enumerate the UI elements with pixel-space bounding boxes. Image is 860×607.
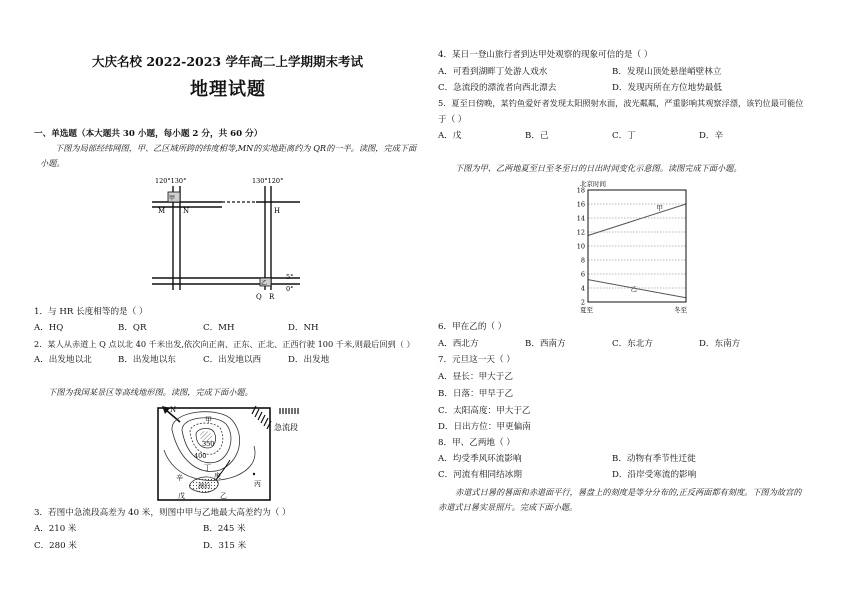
x-end-label: 冬至 bbox=[674, 306, 687, 314]
q7-option-a[interactable]: A．昼长：甲大于乙 bbox=[438, 372, 513, 382]
wu-label: 戊 bbox=[178, 492, 185, 500]
series-label-yi: 乙 bbox=[630, 285, 638, 294]
bing-label: 丙 bbox=[254, 480, 261, 488]
sunrise-chart bbox=[570, 178, 700, 318]
lon-right-label: 130°120° bbox=[252, 177, 284, 185]
intro-grid-line1: 下图为局部经纬网图，甲、乙区域所跨的纬度相等,MN的实地距离约为 QR的一半。读图，完成下面 bbox=[55, 143, 417, 153]
q2-option-d[interactable]: D．出发地 bbox=[288, 355, 330, 365]
y-tick-label: 18 bbox=[576, 186, 585, 195]
contour-400-label: 400 bbox=[194, 452, 207, 460]
y-tick-label: 2 bbox=[580, 298, 585, 307]
contour-350-label: 350 bbox=[202, 440, 215, 448]
intro-grid-line2: 小题。 bbox=[40, 158, 65, 168]
y-tick-label: 12 bbox=[576, 228, 585, 237]
q5-stem-line2: 于（ ） bbox=[438, 115, 467, 125]
series-line-jia bbox=[588, 204, 686, 236]
q5-option-d[interactable]: D．辛 bbox=[699, 131, 724, 141]
xin-label: 辛 bbox=[176, 474, 183, 482]
point-m-label: M bbox=[158, 207, 166, 215]
q1-stem: 1．与 HR 长度相等的是（ ） bbox=[34, 307, 148, 317]
intro-chart: 下图为甲、乙两地夏至日至冬至日的日出时间变化示意图。读图完成下面小题。 bbox=[455, 163, 742, 173]
q3-stem: 3．若图中急流段高差为 40 米，则图中甲与乙地最大高差约为（ ） bbox=[34, 508, 291, 518]
q5-stem-line1: 5．夏至日傍晚，某钓鱼爱好者发现太阳照射水面，波光粼粼，严重影响其观察浮漂，该钓位最可能位 bbox=[438, 98, 804, 108]
q1-option-b[interactable]: B．QR bbox=[118, 323, 147, 333]
x-start-label: 夏至 bbox=[580, 306, 593, 314]
y-tick-label: 16 bbox=[576, 200, 585, 209]
y-tick-label: 6 bbox=[580, 270, 585, 279]
lake-label: 湖泊 bbox=[198, 483, 211, 490]
q8-option-b[interactable]: B．动物有季节性迁徙 bbox=[612, 454, 696, 464]
q7-option-b[interactable]: B．日落：甲早于乙 bbox=[438, 389, 514, 399]
q1-option-a[interactable]: A．HQ bbox=[34, 323, 64, 333]
q3-option-a[interactable]: A．210 米 bbox=[34, 524, 77, 534]
jia-label: 甲 bbox=[169, 195, 176, 202]
q6-stem: 6．甲在乙的（ ） bbox=[438, 322, 507, 332]
q6-option-b[interactable]: B．西南方 bbox=[525, 339, 566, 349]
y-tick-label: 4 bbox=[580, 284, 585, 293]
y-tick-label: 8 bbox=[580, 256, 585, 265]
ding-label: 丁 bbox=[204, 464, 211, 472]
q8-stem: 8．甲、乙两地（ ） bbox=[438, 438, 515, 448]
q1-option-d[interactable]: D．NH bbox=[288, 323, 319, 333]
chart-ylabel: 北京时间 bbox=[580, 180, 606, 188]
q1-option-c[interactable]: C．MH bbox=[203, 323, 235, 333]
lon-left-label: 120°130° bbox=[155, 177, 187, 185]
q6-option-d[interactable]: D．东南方 bbox=[699, 339, 741, 349]
rapids-label: 急流段 bbox=[274, 423, 298, 432]
q5-option-b[interactable]: B．己 bbox=[525, 131, 549, 141]
point-r-label: R bbox=[269, 293, 275, 301]
yi-label: 乙 bbox=[261, 280, 268, 287]
q4-option-c[interactable]: C．急流段的漂流者向西北漂去 bbox=[438, 83, 557, 93]
q3-option-c[interactable]: C．280 米 bbox=[34, 541, 77, 551]
lat-0-label: 0° bbox=[286, 285, 294, 293]
intro-contour: 下图为我国某景区等高线地形图。读图，完成下面小题。 bbox=[48, 387, 253, 397]
q2-option-b[interactable]: B．出发地以东 bbox=[118, 355, 176, 365]
q3-option-d[interactable]: D．315 米 bbox=[203, 541, 247, 551]
point-q-label: Q bbox=[256, 293, 262, 301]
y-tick-label: 14 bbox=[576, 214, 585, 223]
q6-option-c[interactable]: C．东北方 bbox=[612, 339, 653, 349]
q4-option-d[interactable]: D．发现丙所在方位地势最低 bbox=[612, 83, 723, 93]
q5-option-c[interactable]: C．丁 bbox=[612, 131, 636, 141]
geng-label: 庚 bbox=[214, 472, 221, 480]
series-label-jia: 甲 bbox=[656, 204, 664, 213]
q7-option-d[interactable]: D．日出方位：甲更偏南 bbox=[438, 422, 531, 432]
point-n-label: N bbox=[183, 207, 190, 215]
point-h-label: H bbox=[274, 207, 281, 215]
jia-point-label: 甲 bbox=[205, 416, 212, 424]
q4-stem: 4．某日一登山旅行者到达甲处观察的现象可信的是（ ） bbox=[438, 50, 653, 60]
q7-stem: 7．元旦这一天（ ） bbox=[438, 355, 515, 365]
q2-stem: 2．某人从赤道上 Q 点以北 40 千米出发,依次向正南、正东、正北、正西行驶 100 千米,则最后回到（ ） bbox=[34, 339, 415, 349]
north-label: N bbox=[170, 406, 177, 414]
q6-option-a[interactable]: A．西北方 bbox=[438, 339, 479, 349]
q7-option-c[interactable]: C．太阳高度：甲大于乙 bbox=[438, 406, 531, 416]
exam-title: 大庆名校 2022-2023 学年高二上学期期末考试 bbox=[92, 54, 363, 69]
closing-line1: 赤道式日晷的晷面和赤道面平行，晷盘上的刻度是等分分布的,正反两面都有刻度。下图为故宫的 bbox=[455, 487, 802, 497]
contour-map-figure bbox=[150, 400, 310, 505]
q8-option-c[interactable]: C．河流有相同结冰期 bbox=[438, 470, 522, 480]
q2-option-c[interactable]: C．出发地以西 bbox=[203, 355, 262, 365]
q4-option-a[interactable]: A．可看到湖畔丁处游人戏水 bbox=[438, 67, 548, 77]
q2-option-a[interactable]: A．出发地以北 bbox=[34, 355, 92, 365]
y-tick-label: 10 bbox=[576, 242, 585, 251]
lat-5-label: 5° bbox=[286, 273, 294, 281]
subject-title: 地理试题 bbox=[190, 79, 266, 100]
section-heading: 一、单选题（本大题共 30 小题，每小题 2 分，共 60 分） bbox=[34, 129, 263, 139]
closing-line2: 赤道式日晷实景照片。完成下面小题。 bbox=[438, 502, 578, 512]
yi-point-label: 乙 bbox=[220, 492, 227, 500]
q8-option-d[interactable]: D．沿岸受寒流的影响 bbox=[612, 470, 697, 480]
graticule-figure bbox=[140, 172, 310, 304]
q3-option-b[interactable]: B．245 米 bbox=[203, 524, 246, 534]
q4-option-b[interactable]: B．发现山顶处悬崖峭壁林立 bbox=[612, 67, 722, 77]
q8-option-a[interactable]: A．均受季风环流影响 bbox=[438, 454, 522, 464]
q5-option-a[interactable]: A．戊 bbox=[438, 131, 462, 141]
